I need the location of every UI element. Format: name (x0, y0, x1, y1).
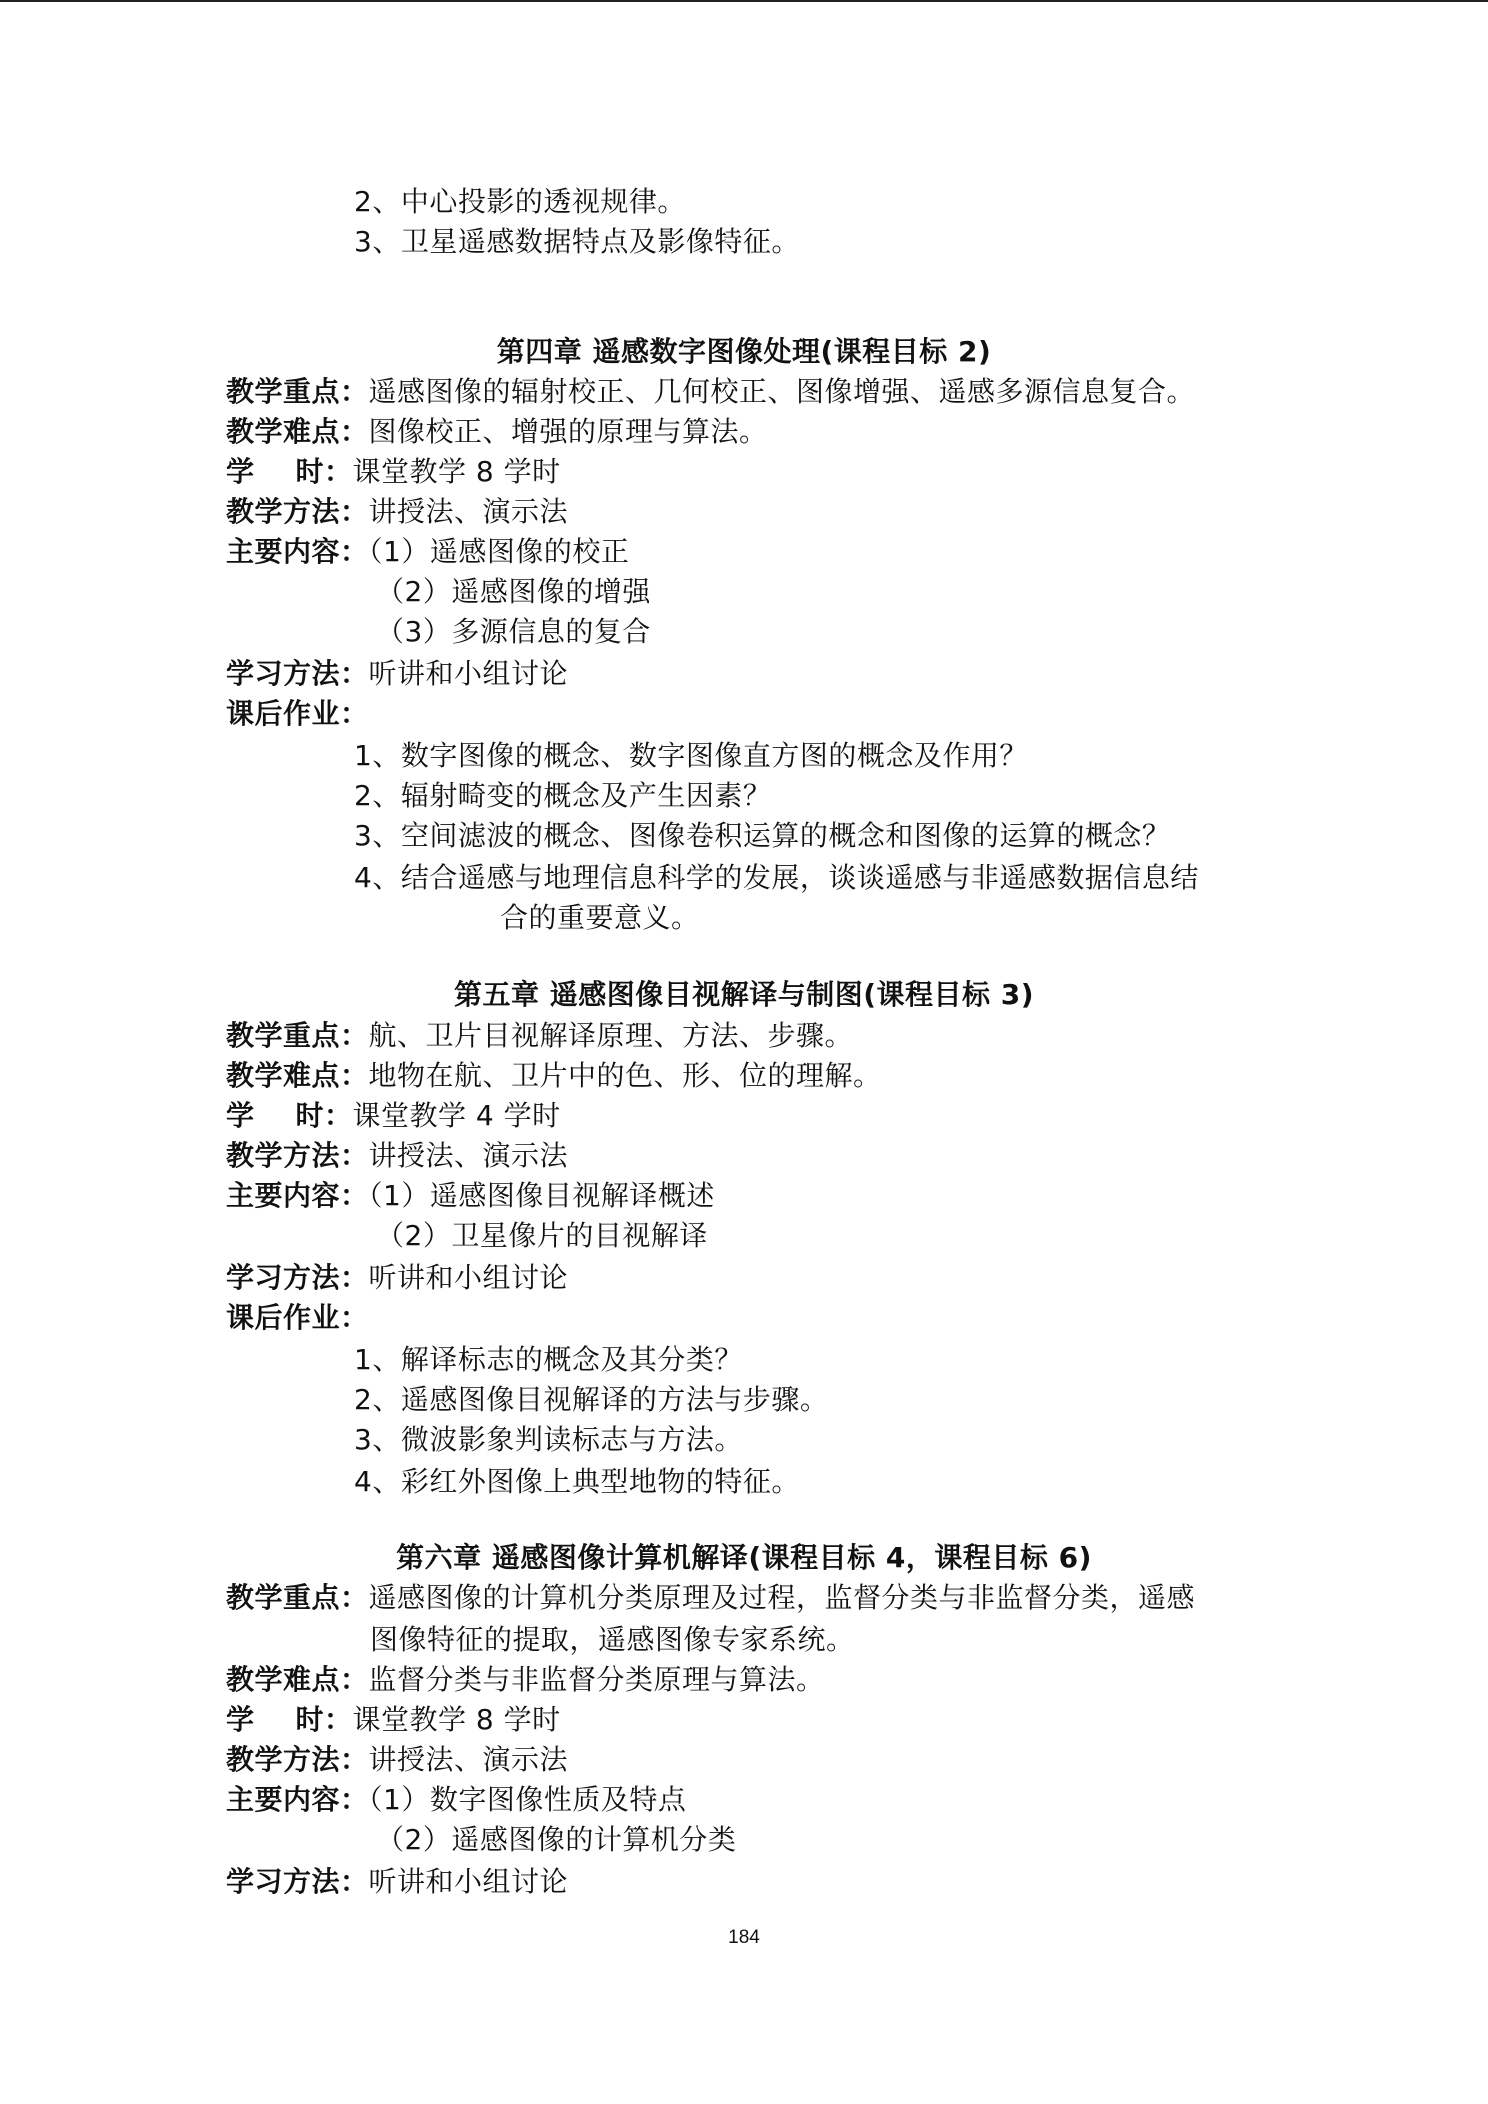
difficulties-label: 教学难点： (226, 1059, 369, 1092)
chapter6-difficulties (226, 1660, 825, 1700)
methods-label: 教学方法： (226, 1743, 369, 1776)
hours-label: 学 时： (226, 455, 353, 488)
chapter5-study (226, 1258, 568, 1298)
homework-item: 3、空间滤波的概念、图像卷积运算的概念和图像的运算的概念？ (354, 819, 1171, 852)
content-item: （2）遥感图像的增强 (376, 575, 651, 608)
key-points-label: 教学重点： (226, 1019, 369, 1052)
key-points-continued: 图像特征的提取，遥感图像专家系统。 (370, 1623, 855, 1656)
study-text: 听讲和小组讨论 (368, 657, 569, 690)
chapter5-difficulties (226, 1056, 882, 1096)
study-label: 学习方法： (226, 1261, 369, 1294)
content-item: （2）遥感图像的计算机分类 (376, 1823, 737, 1856)
chapter5-methods (226, 1136, 568, 1176)
content-item: （1）遥感图像的校正 (368, 535, 630, 568)
difficulties-text: 图像校正、增强的原理与算法。 (368, 415, 768, 448)
content-item: （1）遥感图像目视解译概述 (368, 1179, 715, 1212)
difficulties-label: 教学难点： (226, 415, 369, 448)
key-points-label: 教学重点： (226, 1581, 369, 1614)
chapter6-key-points (226, 1578, 1195, 1618)
homework-item: 1、数字图像的概念、数字图像直方图的概念及作用？ (354, 739, 1028, 772)
key-points-text: 遥感图像的计算机分类原理及过程，监督分类与非监督分类，遥感 (368, 1581, 1196, 1614)
hours-label: 学 时： (226, 1703, 353, 1736)
chapter6-methods (226, 1740, 568, 1780)
hours-text: 课堂教学 4 学时 (352, 1099, 561, 1132)
page-number: 184 (728, 1927, 760, 1948)
homework-label: 课后作业： (226, 1301, 369, 1334)
top-list-item: 2、中心投影的透视规律。 (354, 185, 686, 218)
difficulties-label: 教学难点： (226, 1663, 369, 1696)
page-top-border (0, 0, 1488, 2)
content-item: （1）数字图像性质及特点 (368, 1783, 687, 1816)
chapter4-study (226, 654, 568, 694)
homework-label: 课后作业： (226, 697, 369, 730)
chapter4-content (226, 532, 629, 572)
methods-text: 讲授法、演示法 (368, 495, 569, 528)
homework-item-continued: 合的重要意义。 (500, 901, 700, 934)
homework-item: 2、遥感图像目视解译的方法与步骤。 (354, 1383, 829, 1416)
chapter6-study (226, 1862, 568, 1902)
chapter4-hours (226, 452, 561, 492)
methods-text: 讲授法、演示法 (368, 1139, 569, 1172)
homework-item: 2、辐射畸变的概念及产生因素？ (354, 779, 772, 812)
chapter6-title: 第六章 遥感图像计算机解译(课程目标 4，课程目标 6) (396, 1541, 1092, 1574)
chapter4-key-points (226, 372, 1195, 412)
key-points-label: 教学重点： (226, 375, 369, 408)
content-label: 主要内容： (226, 1179, 369, 1212)
content-label: 主要内容： (226, 1783, 369, 1816)
key-points-text: 航、卫片目视解译原理、方法、步骤。 (368, 1019, 854, 1052)
chapter6-hours (226, 1700, 561, 1740)
study-label: 学习方法： (226, 657, 369, 690)
hours-label: 学 时： (226, 1099, 353, 1132)
hours-text: 课堂教学 8 学时 (352, 455, 561, 488)
content-label: 主要内容： (226, 535, 369, 568)
study-text: 听讲和小组讨论 (368, 1261, 569, 1294)
homework-item: 3、微波影象判读标志与方法。 (354, 1423, 743, 1456)
chapter5-title: 第五章 遥感图像目视解译与制图(课程目标 3) (453, 978, 1035, 1011)
chapter4-methods (226, 492, 568, 532)
methods-text: 讲授法、演示法 (368, 1743, 569, 1776)
chapter4-title: 第四章 遥感数字图像处理(课程目标 2) (496, 335, 992, 368)
key-points-text: 遥感图像的辐射校正、几何校正、图像增强、遥感多源信息复合。 (368, 375, 1196, 408)
study-label: 学习方法： (226, 1865, 369, 1898)
content-item: （2）卫星像片的目视解译 (376, 1219, 708, 1252)
chapter5-content (226, 1176, 715, 1216)
homework-item: 4、结合遥感与地理信息科学的发展，谈谈遥感与非遥感数据信息结 (354, 861, 1199, 894)
chapter5-key-points (226, 1016, 853, 1056)
difficulties-text: 监督分类与非监督分类原理与算法。 (368, 1663, 825, 1696)
homework-item: 1、解译标志的概念及其分类？ (354, 1343, 743, 1376)
methods-label: 教学方法： (226, 495, 369, 528)
difficulties-text: 地物在航、卫片中的色、形、位的理解。 (368, 1059, 882, 1092)
chapter6-content (226, 1780, 686, 1820)
chapter5-hours (226, 1096, 561, 1136)
top-list-item: 3、卫星遥感数据特点及影像特征。 (354, 225, 800, 258)
methods-label: 教学方法： (226, 1139, 369, 1172)
content-item: （3）多源信息的复合 (376, 615, 651, 648)
study-text: 听讲和小组讨论 (368, 1865, 569, 1898)
homework-item: 4、彩红外图像上典型地物的特征。 (354, 1465, 800, 1498)
hours-text: 课堂教学 8 学时 (352, 1703, 561, 1736)
chapter4-difficulties (226, 412, 768, 452)
